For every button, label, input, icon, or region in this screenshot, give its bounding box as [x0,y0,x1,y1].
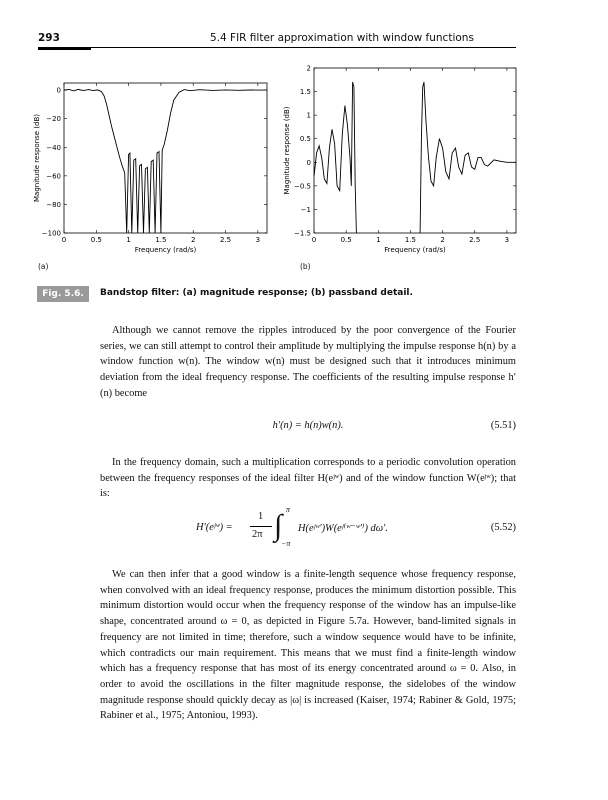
x-axis-label: Frequency (rad/s) [384,246,446,254]
x-axis-label: Frequency (rad/s) [134,246,197,254]
paragraph-3: We can then infer that a good window is a finite-length sequence whose frequency response, when convolved with an ideal frequency response, produces the minimum distortion possible. This minimum distortion would occur when the frequency response of the window has an impulse-like shape, concentrated around ω = 0, as depicted in Figure 5.7a. However, band-limited signals in frequency are not limited in time; therefore, such a window sequence would have to be infinite, which contradicts our main requirement. This means that we must find a finite-length window which has a frequency response that has most of its energy concentrated around ω = 0. Also, in order to avoid the oscillations in the filter magnitude response, the sidelobes of the window magnitude response should quickly decay as |ω| is increased (Kaiser, 1974; Rabiner & Gold, 1975; Rabiner et al., 1975; Antoniou, 1993). [100,569,516,722]
equation-5-51-body: h′(n) = h(n)w(n). [272,420,344,431]
equation-5-52-lower: −π [281,539,291,548]
plot-frame [64,83,267,233]
y-axis-label: Magnitude response (dB) [283,106,291,195]
page-header [38,32,516,48]
paragraph-2: In the frequency domain, such a multiplication corresponds to a periodic convolution operation between the frequency responses of the ideal filter H(eʲʷ) and of the window function W(eʲʷ); that is: [100,457,516,500]
x-tick-label: 0.5 [90,236,102,244]
series-line [420,82,516,233]
y-tick-label: −1 [300,205,311,214]
y-tick-label: −40 [46,143,61,152]
y-tick-label: −60 [46,172,61,181]
equation-5-51-number: (5.51) [490,420,516,431]
y-tick-label: 0.5 [299,135,311,144]
series-line [64,89,267,233]
equation-5-52-frac-bar [250,526,272,527]
paragraph-1: Although we cannot remove the ripples introduced by the poor convergence of the Fourier series, we can still attempt to control their amplitude by multiplying the impulse response h(n) by a window function w(n). The window w(n) must be designed such that it introduces minimum deviation from the ideal frequency response. The coefficients of the resulting impulse response h′(n) become [100,325,516,399]
equation-5-52 [100,507,516,551]
x-tick-label: 2.5 [469,236,481,244]
equation-5-52-number: (5.52) [490,522,516,533]
y-tick-label: 0 [56,86,61,95]
y-tick-label: 0 [306,158,311,167]
panel-b-label: (b) [300,262,311,271]
integral-sign-icon: ∫ [274,509,283,542]
chart-panel-b [270,60,530,260]
equation-5-51 [100,420,516,436]
panel-a-label: (a) [38,262,49,271]
x-tick-label: 1.5 [155,236,167,244]
x-tick-label: 1 [126,236,131,244]
figure-caption: Bandstop filter: (a) magnitude response; (b) passband detail. [100,288,413,298]
x-tick-label: 0.5 [340,236,352,244]
y-tick-label: −20 [46,115,61,124]
x-tick-label: 3 [504,236,510,244]
chart-panel-a [0,60,280,260]
y-tick-label: −1.5 [294,229,311,238]
y-tick-label: 1.5 [299,88,311,97]
x-tick-label: 3 [255,236,261,244]
y-tick-label: 1 [306,111,311,120]
header-rule [38,47,516,48]
x-tick-label: 2 [440,236,445,244]
y-axis-label: Magnitude response (dB) [33,113,41,203]
plot-frame [314,68,516,233]
x-tick-label: 1.5 [404,236,417,244]
equation-5-52-lhs: H′(eʲʷ) = [196,522,233,533]
x-tick-label: 0 [311,236,317,244]
figure-label: Fig. 5.6. [37,286,89,302]
x-tick-label: 0 [61,236,67,244]
running-head: 5.4 FIR filter approximation with window functions [210,32,474,44]
equation-5-52-frac-num: 1 [258,511,264,522]
y-tick-label: −80 [46,200,61,209]
x-tick-label: 2.5 [219,236,232,244]
series-line [314,82,356,233]
equation-5-52-upper: π [286,505,291,514]
y-tick-label: −100 [41,229,61,238]
equation-5-52-integrand: H(eʲʷ′)W(eʲ⁽ʷ⁻ʷ′⁾) dω′. [298,523,388,534]
y-tick-label: −0.5 [294,182,311,191]
page-number: 293 [38,32,60,44]
x-tick-label: 1 [376,236,381,244]
x-tick-label: 2 [190,236,196,244]
header-bar [38,47,91,50]
equation-5-52-frac-den: 2π [252,529,263,540]
y-tick-label: 2 [306,64,311,73]
